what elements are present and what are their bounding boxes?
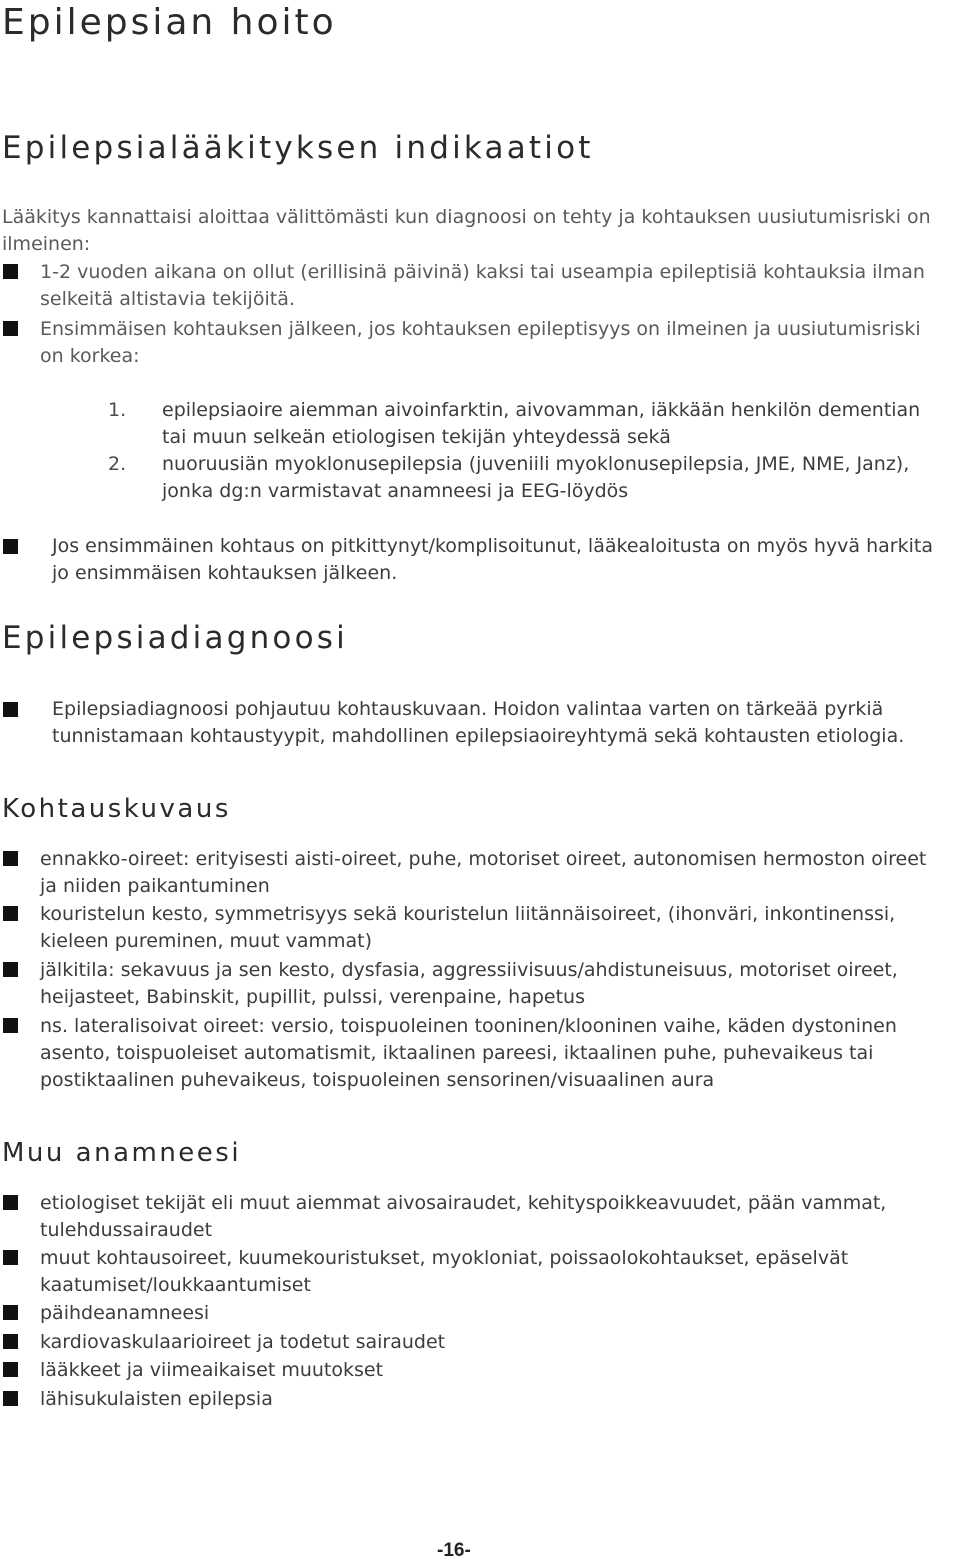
- history-bullet-3: päihdeanamneesi: [40, 1302, 210, 1324]
- indications-bullet-1: 1-2 vuoden aikana on ollut (erillisinä päivinä) kaksi tai useampia epileptisiä kohtauksia ilman selkeitä altistavia tekijöitä.: [40, 261, 925, 310]
- page-number: -16-: [437, 1540, 471, 1561]
- square-bullet-icon: [3, 702, 18, 717]
- square-bullet-icon: [3, 851, 18, 866]
- other-history-heading: Muu anamneesi: [2, 1138, 242, 1168]
- square-bullet-icon: [3, 1334, 18, 1349]
- history-bullet-2: muut kohtausoireet, kuumekouristukset, myokloniat, poissaolokohtaukset, epäselvät kaatumiset/loukkaantumiset: [40, 1247, 849, 1296]
- seizure-bullet-2: kouristelun kesto, symmetrisyys sekä kouristelun liitännäisoireet, (ihonväri, inkontinenssi, kieleen pureminen, muut vammat): [40, 903, 896, 952]
- square-bullet-icon: [3, 1362, 18, 1377]
- page-title: Epilepsian hoito: [2, 2, 337, 43]
- history-bullet-6: lähisukulaisten epilepsia: [40, 1388, 273, 1410]
- history-bullet-5: lääkkeet ja viimeaikaiset muutokset: [40, 1359, 384, 1381]
- square-bullet-icon: [3, 906, 18, 921]
- seizure-description-heading: Kohtauskuvaus: [2, 794, 231, 824]
- square-bullet-icon: [3, 962, 18, 977]
- square-bullet-icon: [3, 1305, 18, 1320]
- indications-extra-bullet: Jos ensimmäinen kohtaus on pitkittynyt/komplisoitunut, lääkealoitusta on myös hyvä harkita jo ensimmäisen kohtauksen jälkeen.: [52, 535, 933, 584]
- seizure-bullet-3: jälkitila: sekavuus ja sen kesto, dysfasia, aggressiivisuus/ahdistuneisuus, motoriset oireet, heijasteet, Babinskit, pupillit, pulssi, verenpaine, hapetus: [40, 959, 898, 1008]
- numbered-item-2-text: nuoruusiän myoklonusepilepsia (juveniili myoklonusepilepsia, JME, NME, Janz), jonka dg:n varmistavat anamneesi ja EEG-löydös: [162, 453, 910, 502]
- seizure-bullet-1: ennakko-oireet: erityisesti aisti-oireet, puhe, motoriset oireet, autonomisen hermoston oireet ja niiden paikantuminen: [40, 848, 927, 897]
- square-bullet-icon: [3, 1391, 18, 1406]
- diagnosis-bullet: Epilepsiadiagnoosi pohjautuu kohtauskuvaan. Hoidon valintaa varten on tärkeää pyrkiä tunnistamaan kohtaustyypit, mahdollinen epilepsiaoireyhtymä sekä kohtausten etiologia.: [52, 698, 905, 747]
- numbered-item-1-text: epilepsiaoire aiemman aivoinfarktin, aivovamman, iäkkään henkilön dementian tai muun selkeän etiologisen tekijän yhteydessä sekä: [162, 399, 921, 448]
- indications-intro: Lääkitys kannattaisi aloittaa välittömästi kun diagnoosi on tehty ja kohtauksen uusiutumisriski on ilmeinen:: [2, 206, 931, 255]
- indications-bullet-2: Ensimmäisen kohtauksen jälkeen, jos kohtauksen epileptisyys on ilmeinen ja uusiutumisriski on korkea:: [40, 318, 921, 367]
- square-bullet-icon: [3, 539, 18, 554]
- history-bullet-1: etiologiset tekijät eli muut aiemmat aivosairaudet, kehityspoikkeavuudet, pään vammat, tulehdussairaudet: [40, 1192, 887, 1241]
- history-bullet-4: kardiovaskulaarioireet ja todetut sairaudet: [40, 1331, 446, 1353]
- square-bullet-icon: [3, 321, 18, 336]
- square-bullet-icon: [3, 1195, 18, 1210]
- seizure-bullet-4: ns. lateralisoivat oireet: versio, toispuoleinen tooninen/klooninen vaihe, käden dystoninen asento, toispuoleiset automatismit, iktaalinen pareesi, iktaalinen puhe, puhevaikeus tai postiktaalinen puhevaikeus, toispuoleinen sensorinen/visuaalinen aura: [40, 1015, 897, 1091]
- square-bullet-icon: [3, 1018, 18, 1033]
- square-bullet-icon: [3, 1250, 18, 1265]
- numbered-item-1-number: 1.: [108, 399, 127, 421]
- square-bullet-icon: [3, 264, 18, 279]
- numbered-item-2-number: 2.: [108, 453, 127, 475]
- diagnosis-heading: Epilepsiadiagnoosi: [2, 620, 348, 656]
- indications-heading: Epilepsialääkityksen indikaatiot: [2, 130, 594, 166]
